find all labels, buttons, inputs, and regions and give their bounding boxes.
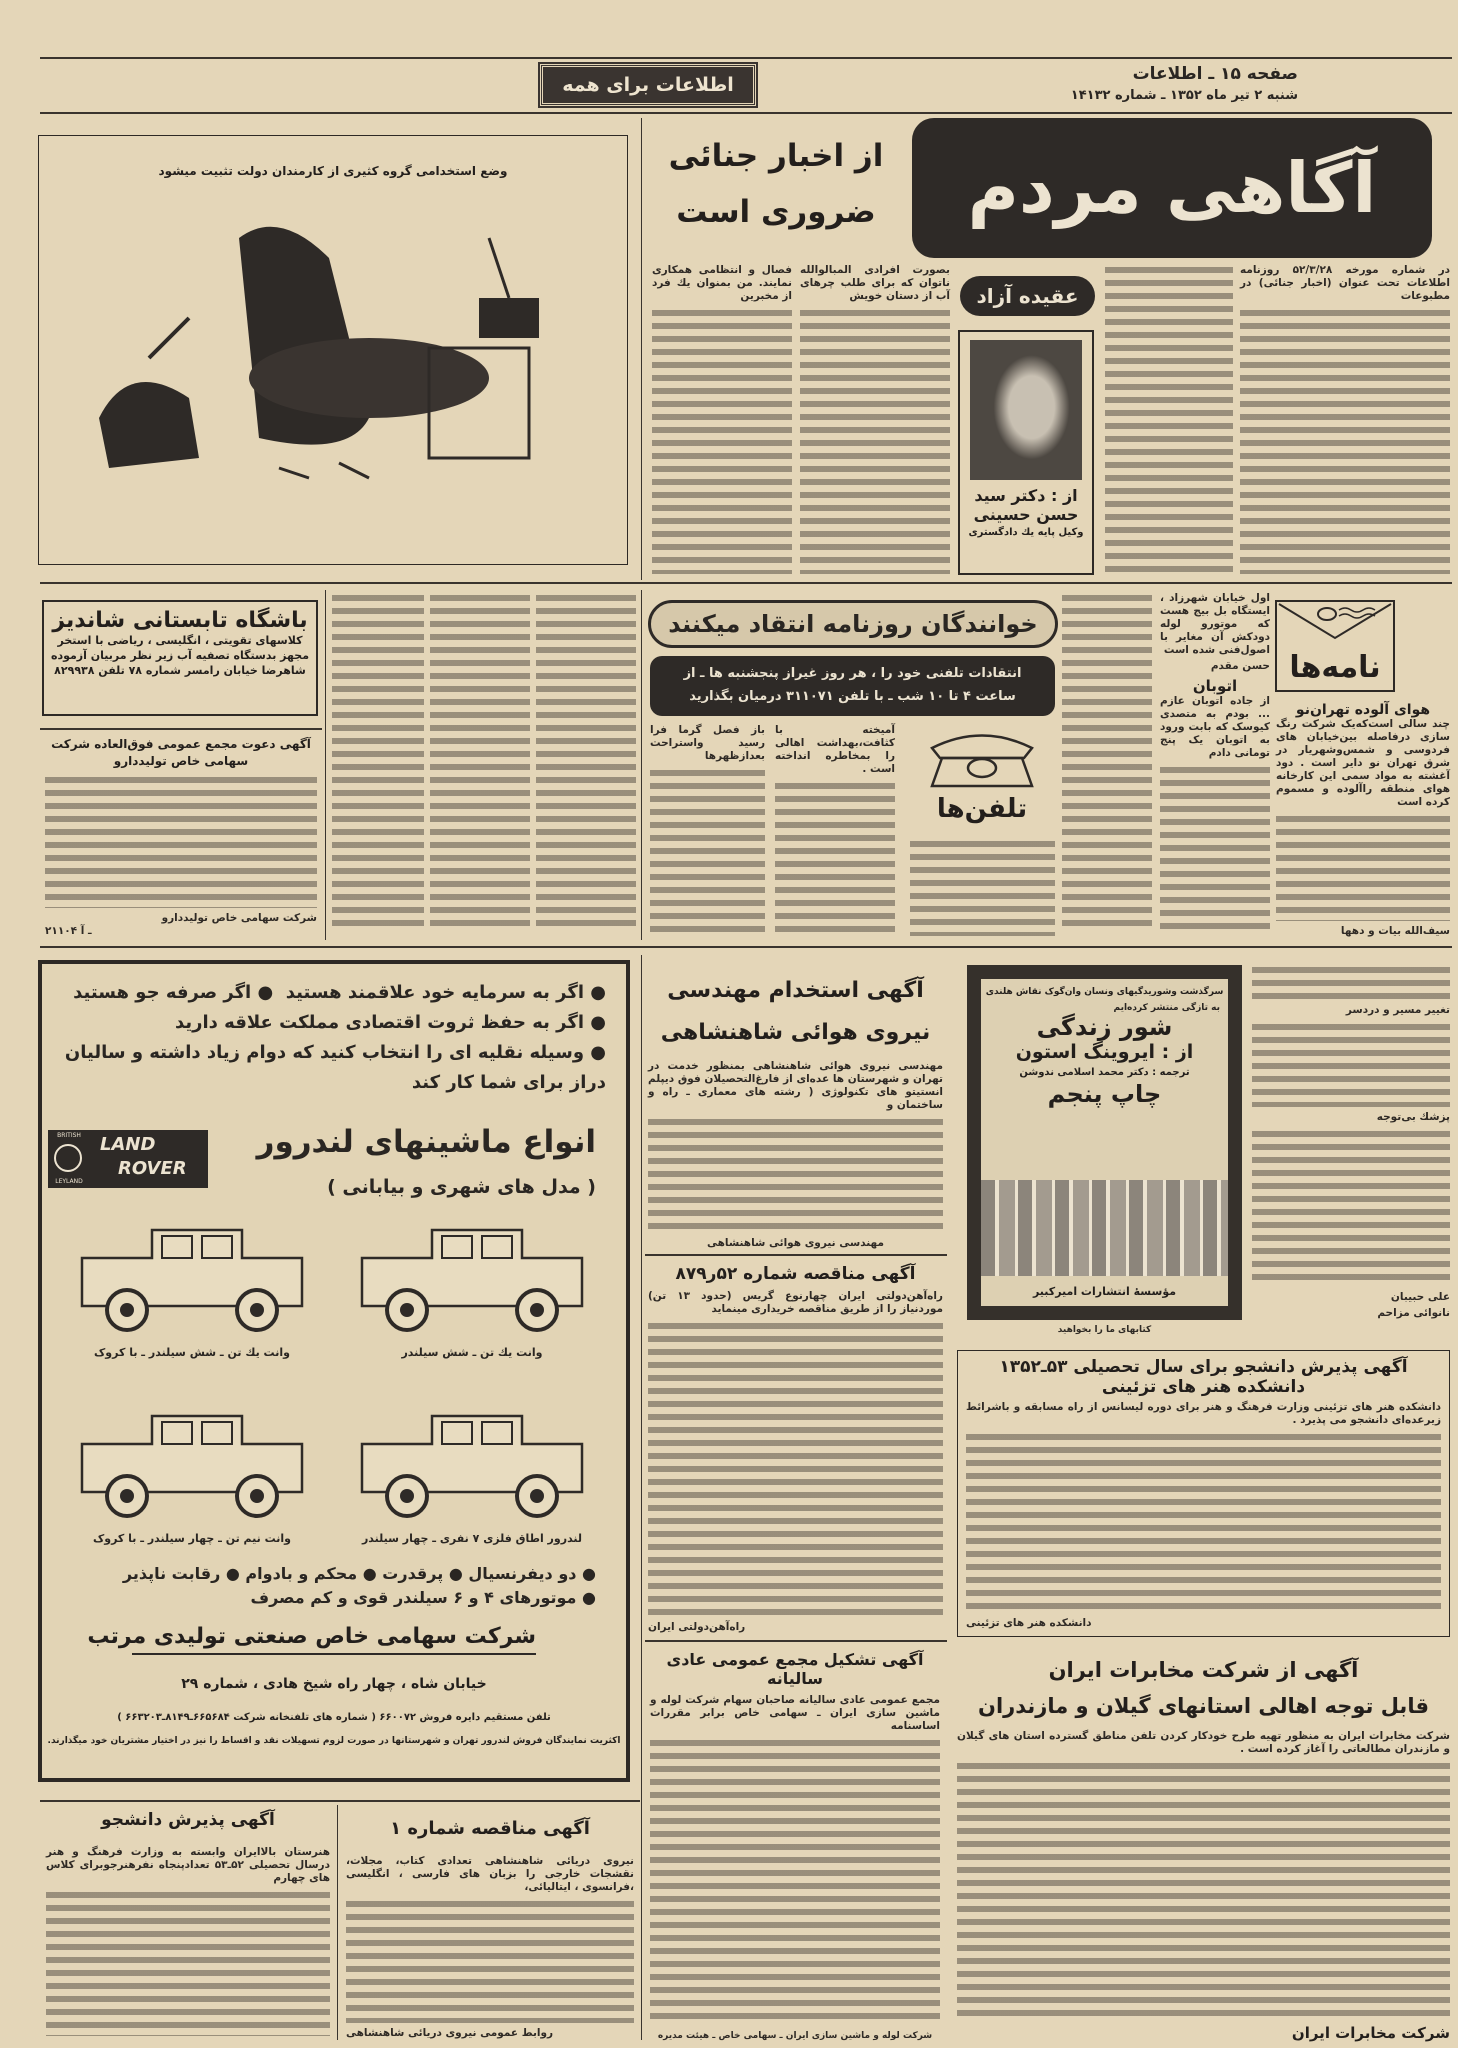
shandiz-ad [42, 600, 318, 716]
meeting-notice-text [45, 774, 317, 908]
text-column [1062, 592, 1152, 932]
navy-tender-ad [346, 1818, 634, 2040]
text-column [332, 592, 424, 932]
logo-line-2: ROVER [118, 1158, 187, 1179]
lead-headline [648, 128, 904, 240]
meeting-notice-ref: ۲۱۱۰۴ ـ آ [45, 925, 92, 937]
navy-tender-snippet: نیروی دریائی شاهنشاهی تعدادی کتاب، مجلات، نقشجات خارجی را بزبان های فارسی ، انگلیسی ،فرانسوی ، ایتالیائی، [346, 1855, 634, 1893]
art-title-2: دانشکده هنر های تزئینی [1101, 1377, 1306, 1397]
landrover-ad [38, 960, 630, 1782]
letters-column-left [1160, 592, 1270, 937]
engineer-ad-title [648, 970, 943, 1054]
art-text [966, 1431, 1441, 1613]
landrover-vehicle-icon [62, 1218, 322, 1338]
letters-logo-label: نامه‌ها [1289, 650, 1381, 685]
telecom-snippet: شرکت مخابرات ایران به منظور تهیه طرح خودکار کردن تلفن مناطق گسترده استان های گیلان و مازندران مطالعاتی را آغاز کرده است . [957, 1730, 1450, 1755]
byline-1: از : دکتر سید [974, 486, 1078, 505]
book-kicker: سرگذشت وشوریدگیهای ونسان وان‌گوک نقاش هلندی [985, 987, 1224, 997]
author-photo [970, 340, 1082, 480]
logo-brand-top: BRITISH [57, 1132, 81, 1139]
letter-2-text: از جاده اتوبان عازم ... بودم به متصدی کیوسک که بابت ورود به اتوبان یک پنج تومانی دادم [1160, 695, 1270, 759]
column-divider [641, 955, 642, 2040]
landrover-logo [48, 1130, 208, 1188]
letter-2-title: اتوبان [1192, 677, 1238, 695]
envelope-icon [1277, 602, 1393, 642]
lead-text-column [1240, 307, 1450, 574]
book-author: از : ایروینگ استون [1015, 1041, 1194, 1063]
book-title: شور زندگی [1036, 1013, 1173, 1041]
engineer-text [648, 1116, 943, 1233]
telephone-icon [912, 728, 1052, 788]
letters-column-right [1276, 702, 1450, 938]
shandiz-line-1: کلاسهای تقویتی ، انگلیسی ، ریاضی با استخر [57, 634, 303, 647]
readers-critique-banner [650, 656, 1055, 716]
ad-bullet-3: ● وسیله نقلیه ای را انتخاب کنید که دوام زیاد داشته و سالیان دراز برای شما کار کند [62, 1038, 606, 1098]
book-translator: ترجمه : دکتر محمد اسلامی ندوشن [1019, 1067, 1190, 1078]
logo-line-1: LAND [100, 1134, 156, 1155]
ad-title: انواع ماشینهای لندرور [256, 1124, 596, 1160]
column-divider [641, 590, 642, 940]
annual-meeting-text [650, 1737, 940, 2026]
critique-column-1 [650, 724, 765, 936]
letter-0-text: اول خیابان شهرزاد ، ایستگاه بل بیج هست که موتورو لوله دودکش آن مغایر با اصول‌فنی شده است [1160, 592, 1270, 656]
misc-item-title-2: پزشك بی‌توجه [1376, 1111, 1450, 1123]
book-intro: به تازگی منتشر کرده‌ایم [1113, 1003, 1220, 1013]
art-title-1: آگهی پذیرش دانشجو برای سال تحصیلی ۵۳ـ۱۳۵۲ [999, 1357, 1408, 1377]
book-edition: چاپ پنجم [1047, 1080, 1162, 1108]
telecom-ad-title [957, 1652, 1450, 1724]
letter-1-title: هوای آلوده تهران‌نو [1295, 702, 1431, 718]
text-column [910, 838, 1055, 936]
divider [645, 1254, 947, 1256]
shandiz-line-3: شاهرضا خیابان رامسر شماره ۷۸ تلفن ۸۲۹۹۳۸ [54, 664, 306, 677]
annual-meeting-footer: شرکت لوله و ماشین سازی ایران ـ سهامی خاص ـ هیئت مدیره [657, 2031, 933, 2041]
banner-line-2: ساعت ۴ تا ۱۰ شب ـ با تلفن ۳۱۱۰۷۱ درمیان بگذارید [689, 689, 1016, 704]
critique-snippet-1: باز فصل گرما فرا رسید واستراحت بعدازظهرها [650, 724, 765, 762]
book-ad [967, 965, 1242, 1320]
student-ad-snippet: هنرستان بالاایران وابسته به وزارت فرهنگ و هنر درسال تحصیلی ۵۲ـ۵۳ تعدادپنجاه نفرهنرجوبرای کلاس های چهارم [46, 1846, 330, 1884]
annual-meeting-title: آگهی تشکیل مجمع عمومی عادی سالیانه [666, 1650, 924, 1688]
art-footer: دانشکده هنر های تزئینی [966, 1617, 1092, 1629]
cartoon-box [38, 135, 628, 565]
telecom-text [957, 1760, 1450, 2020]
shandiz-line-2: مجهز بدستگاه تصفیه آب زیر نظر مربیان آزموده [50, 649, 310, 662]
landrover-vehicle-icon [342, 1218, 602, 1338]
row-rule [40, 582, 1452, 584]
engineer-ad [648, 970, 943, 1250]
column-tag: عقیده آزاد [960, 276, 1095, 316]
annual-meeting-snippet: مجمع عمومی عادی سالیانه صاحبان سهام شرکت لوله و ماشین سازی ایران ـ سهامی خاص برابر مقررات اساسنامه [650, 1694, 940, 1732]
tender-ad [648, 1264, 943, 1634]
column-divider [641, 118, 642, 580]
telecom-footer: شرکت مخابرات ایران [1291, 2024, 1450, 2042]
logo-brand-bottom: LEYLAND [55, 1178, 83, 1185]
vehicle-2 [62, 1218, 322, 1368]
misc-column [1252, 960, 1450, 1320]
vehicle-caption: وانت نیم تن ـ چهار سیلندر ـ با کروک [92, 1532, 292, 1545]
tender-snippet: راه‌آهن‌دولتی ایران چهارنوع گریس (حدود ۱۳ تن) موردنیاز را از طریق مناقصه خریداری مینماید [648, 1290, 943, 1315]
lead-text-column [800, 307, 950, 574]
ad-company: شرکت سهامی خاص صنعتی تولیدی مرتب [132, 1624, 536, 1655]
lead-snippet-left: فصال و انتظامی همکاری نمایند. من بمنوان یك فرد از مخبرین [652, 264, 792, 302]
ad-dealers: اکثریت نمایندگان فروش لندرور تهران و شهرستانها در صورت لزوم تسهیلات نقد و اقساط را نیز در اختیار مشتریان خود میگذارند. [47, 1736, 621, 1746]
author-box [958, 330, 1094, 575]
lead-headline-line-2: ضروری است [676, 194, 876, 230]
cartoon-illustration [39, 178, 625, 548]
art-school-ad [957, 1350, 1450, 1637]
phones-label: تلفن‌ها [936, 794, 1028, 824]
text-column [1276, 813, 1450, 921]
student-ad-title: آگهی پذیرش دانشجو [101, 1810, 275, 1830]
section-badge: اطلاعات برای همه [540, 64, 756, 106]
art-snippet: دانشکده هنر های تزئینی وزارت فرهنگ و هنر برای دوره لیسانس از راه مسابقه و باشرائط زیرعده‌ای دانشجو می پذیرد . [966, 1401, 1441, 1426]
books-illustration [981, 1180, 1228, 1276]
tender-text [648, 1320, 943, 1617]
column-divider [337, 1805, 338, 2040]
page-label: صفحه ۱۵ ـ اطلاعات [1132, 64, 1298, 84]
vehicle-4 [62, 1404, 322, 1554]
text-column [1160, 764, 1270, 933]
book-note: کتابهای ما را بخواهید [1057, 1325, 1152, 1335]
divider [40, 728, 322, 730]
bullet-1a: ● اگر به سرمایه خود علاقمند هستید [286, 982, 606, 1003]
misc-sign: علی حبیبان [1390, 1291, 1450, 1303]
meeting-notice [45, 736, 317, 938]
telecom-ad [957, 1652, 1450, 2042]
lead-text-column [1105, 264, 1233, 578]
engineer-snippet: مهندسی نیروی هوائی شاهنشاهی بمنظور خدمت در تهران و شهرستان ها عده‌ای از فارغ‌التحصیلان فوق دیپلم انستیتو های تکنولوژی ( رشته های معماری ـ راه و ساختمان و [648, 1060, 943, 1111]
lead-column-mid [800, 264, 950, 578]
lead-column-right [1240, 264, 1450, 578]
misc-footer-item: نانوائی مزاحم [1377, 1307, 1450, 1319]
banner-line-1: انتقادات تلفنی خود را ، هر روز غیراز پنجشنبه ها ـ از [683, 666, 1022, 681]
critique-snippet-2: آمیخته با کثافت،بهداشت اهالی را بمخاطره انداخته است . [775, 724, 895, 775]
engineer-title-2: نیروی هوائی شاهنشاهی [660, 1020, 931, 1045]
letter-1-text: چند سالی است‌که‌یک شرکت رنگ سازی درفاصله بین‌خیابان های فردوسی و شمس‌وشهریار در شرق تهران نو دایر است . دود آغشته به مواد سمی این کارخانه هوای منطقه راآلوده و مسموم کرده است [1276, 718, 1450, 808]
byline-3: وکیل پایه یك دادگستری [968, 527, 1084, 538]
divider [645, 1640, 947, 1642]
student-ad-text [46, 1889, 330, 2036]
text-column [775, 780, 895, 932]
navy-tender-text [346, 1898, 634, 2023]
navy-tender-title: آگهی مناقصه شماره ۱ [390, 1818, 590, 1839]
text-column [1252, 1128, 1450, 1287]
engineer-footer: مهندسی نیروی هوائی شاهنشاهی [706, 1237, 884, 1249]
meeting-notice-title: آگهی دعوت مجمع عمومی فوق‌العاده شرکت سهامی خاص تولیددارو [51, 737, 311, 768]
letter-2-sign: حسن مقدم [1210, 660, 1270, 672]
telecom-title-1: آگهی از شرکت مخابرات ایران [1048, 1658, 1359, 1682]
meeting-notice-footer: شرکت سهامی خاص تولیددارو [161, 912, 317, 924]
vehicle-caption: لندرور اطاق فلزی ۷ نفری ـ چهار سیلندر [361, 1532, 583, 1545]
text-column [430, 592, 530, 932]
shandiz-title: باشگاه تابستانی شاندیز [52, 608, 308, 633]
lead-text-column [652, 307, 792, 574]
letter-1-sign: سیف‌الله بیات و دهها [1340, 925, 1450, 937]
navy-tender-footer: روابط عمومی نیروی دریائی شاهنشاهی [346, 2027, 554, 2039]
tender-title: آگهی مناقصه شماره ۵۲ر۸۷۹ [675, 1264, 916, 1284]
student-ad [46, 1810, 330, 2040]
bullet-1b: ● اگر صرفه جو هستید [73, 982, 273, 1003]
lead-snippet-right: در شماره مورخه ۵۲/۳/۲۸ روزنامه اطلاعات تحت عنوان (اخبار جنائی) در مطبوعات [1240, 264, 1451, 302]
feature-line-2: ● موتورهای ۴ و ۶ سیلندر قوی و کم مصرف [72, 1586, 596, 1610]
leyland-emblem-icon [54, 1144, 82, 1172]
landrover-vehicle-icon [62, 1404, 322, 1524]
row-rule [40, 946, 1452, 948]
critique-column-2 [775, 724, 895, 936]
divider [40, 1800, 640, 1802]
engineer-title-1: آگهی استخدام مهندسی [667, 978, 924, 1003]
column-divider [325, 590, 326, 940]
annual-meeting-ad [650, 1650, 940, 2042]
date-line: شنبه ۲ تیر ماه ۱۳۵۲ ـ شماره ۱۴۱۳۲ [1070, 88, 1298, 103]
vehicle-caption: وانت یك تن ـ شش سیلندر [401, 1346, 543, 1359]
byline-2: حسن حسینی [973, 505, 1079, 524]
book-publisher: مؤسسهٔ انتشارات امیرکبیر [1032, 1285, 1177, 1298]
vehicle-3 [342, 1404, 602, 1554]
feature-line-1: ● دو دیفرنسیال ● پرقدرت ● محکم و بادوام ● رقابت ناپذیر [72, 1562, 596, 1586]
landrover-vehicle-icon [342, 1404, 602, 1524]
phones-graphic [912, 728, 1052, 828]
ad-subtitle: ( مدل های شهری و بیابانی ) [327, 1176, 596, 1198]
misc-item-title: تغییر مسیر و دردسر [1345, 1004, 1450, 1016]
cartoon-caption: وضع استخدامی گروه کثیری از کارمندان دولت تثبیت میشود [158, 164, 508, 178]
readers-critique-title: خوانندگان روزنامه انتقاد میکنند [648, 600, 1058, 648]
letters-logo [1275, 600, 1395, 692]
ad-phones: تلفن مستقیم دایره فروش ۶۶۰۰۷۲ ( شماره های تلفنخانه شرکت ۶۶۵۶۸۴ـ۸۱۴۹ـ۶۶۳۲۰۳ ) [117, 1712, 551, 1723]
text-column [650, 767, 765, 932]
header-rule [40, 112, 1452, 114]
lead-column-left [652, 264, 792, 578]
masthead-title: آگاهی مردم [912, 118, 1432, 258]
text-column [1252, 1021, 1450, 1107]
top-rule [40, 57, 1452, 59]
lead-snippet-mid: بصورت افرادی المبالوالله ناتوان که برای طلب چرهای آب از دستان خویش [800, 264, 950, 302]
telecom-title-2: قابل توجه اهالی استانهای گیلان و مازندران [978, 1694, 1429, 1718]
text-column [1252, 964, 1450, 1000]
ad-bullet-2: ● اگر به حفظ ثروت اقتصادی مملکت علاقه دارید [62, 1008, 606, 1038]
ad-address: خیابان شاه ، چهار راه شیخ هادی ، شماره ۲۹ [181, 1676, 487, 1692]
vehicle-1 [342, 1218, 602, 1368]
tender-footer: راه‌آهن‌دولتی ایران [648, 1621, 746, 1633]
lead-headline-line-1: از اخبار جنائی [668, 138, 884, 174]
text-column [536, 592, 636, 932]
vehicle-caption: وانت یك تن ـ شش سیلندر ـ با کروک [94, 1346, 290, 1359]
ad-bullet-1 [62, 978, 606, 1008]
